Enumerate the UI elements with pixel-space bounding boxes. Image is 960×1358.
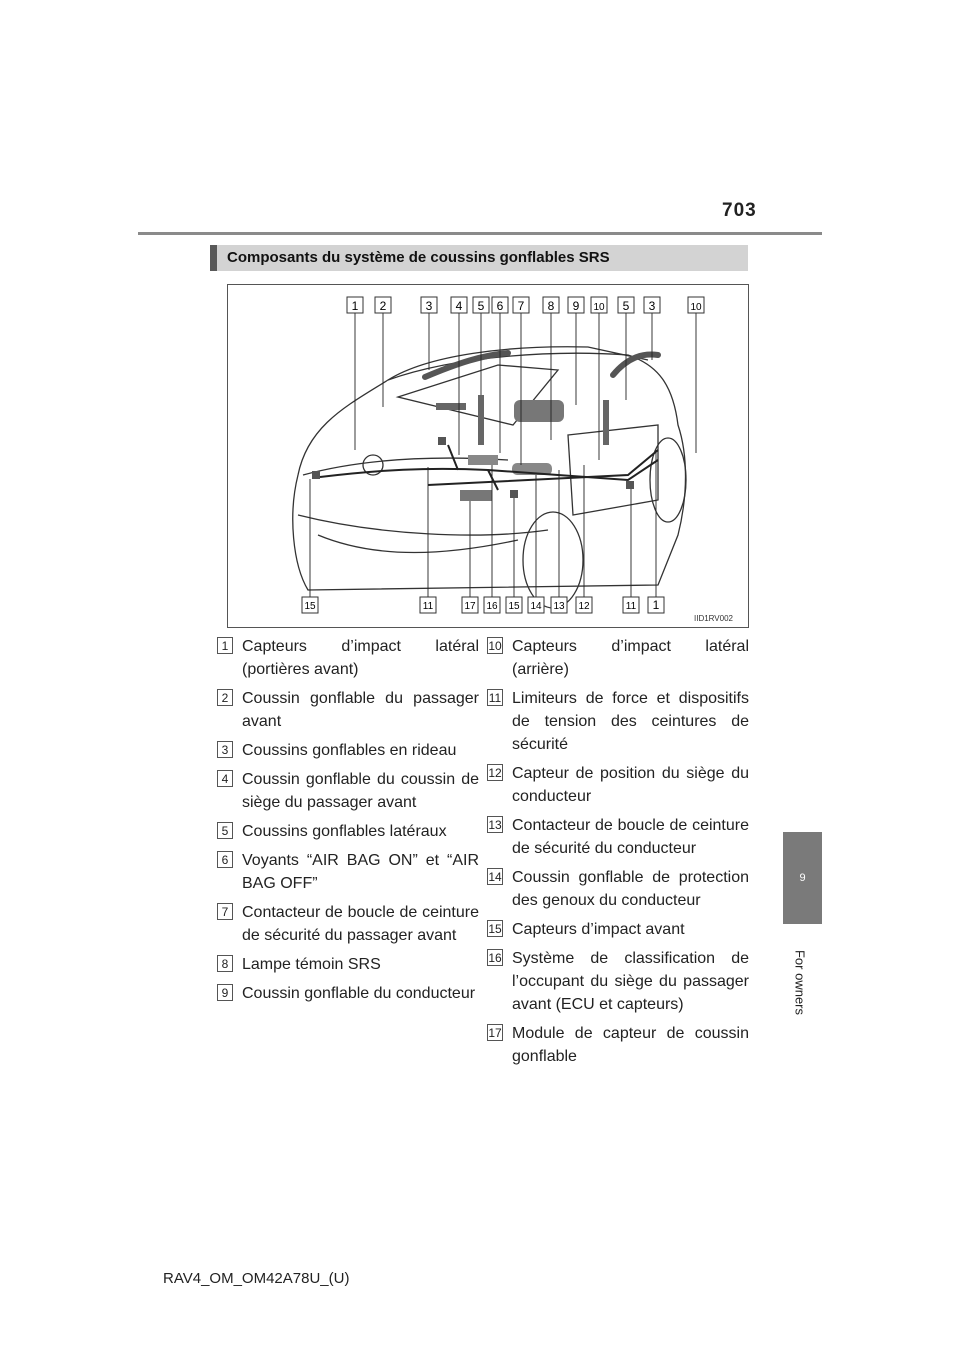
svg-text:15: 15 [508, 601, 520, 612]
svg-text:5: 5 [477, 299, 485, 313]
legend-item [487, 918, 749, 941]
legend-item [217, 849, 479, 895]
callout-top-7 [513, 297, 529, 313]
wiring-harness [320, 445, 658, 490]
airbag-components-figure [227, 284, 749, 628]
legend-item [487, 866, 749, 912]
svg-text:16: 16 [486, 601, 498, 612]
front-wheel [523, 512, 583, 608]
svg-text:9: 9 [572, 299, 580, 313]
callouts-top [347, 297, 704, 313]
callout-top-8 [543, 297, 559, 313]
svg-text:17: 17 [464, 601, 476, 612]
figure-code: IID1RV002 [694, 614, 733, 623]
svg-text:3: 3 [425, 299, 433, 313]
legend-text: Voyants “AIR BAG ON” et “AIR BAG OFF” [242, 852, 479, 892]
svg-text:8: 8 [547, 299, 555, 313]
svg-text:2: 2 [379, 299, 387, 313]
legend-number: 15 [488, 922, 502, 936]
legend-item [217, 820, 479, 843]
callout-top-5 [473, 297, 489, 313]
legend-item [217, 768, 479, 814]
legend-number: 7 [217, 903, 233, 920]
svg-text:11: 11 [422, 601, 434, 612]
footer-manual-code: RAV4_OM_OM42A78U_(U) [163, 1270, 350, 1287]
svg-text:6: 6 [496, 299, 504, 313]
callout-top-10 [591, 297, 607, 313]
callout-top-3 [421, 297, 437, 313]
legend-item [217, 687, 479, 733]
grille [318, 535, 518, 553]
section-title: Composants du système de coussins gonflables SRS [227, 249, 610, 266]
legend-text: Coussin gonflable de protection des genoux du conducteur [512, 869, 749, 909]
legend-text: Contacteur de boucle de ceinture de sécurité du passager avant [242, 904, 479, 944]
callout-bottom-11 [420, 597, 436, 613]
legend-text: Capteurs d’impact latéral (arrière) [512, 638, 749, 678]
legend-number: 4 [217, 770, 233, 787]
callout-top-9 [568, 297, 584, 313]
legend-item [487, 687, 749, 756]
svg-text:14: 14 [530, 601, 542, 612]
callout-bottom-14 [528, 597, 544, 613]
legend-text: Coussins gonflables latéraux [242, 823, 447, 840]
side-airbag-right [603, 400, 609, 445]
callout-bottom-15 [302, 597, 318, 613]
legend-number: 1 [217, 637, 233, 654]
occupant-sensor [468, 455, 498, 465]
svg-text:13: 13 [553, 601, 565, 612]
svg-text:10: 10 [690, 302, 702, 313]
chapter-number: 9 [799, 872, 806, 884]
callout-bottom-16 [484, 597, 500, 613]
svg-text:12: 12 [578, 601, 590, 612]
impact-sensor-front [312, 471, 320, 479]
driver-airbag [514, 400, 564, 422]
legend-number: 12 [488, 766, 502, 780]
svg-text:11: 11 [625, 601, 637, 612]
callout-top-6 [492, 297, 508, 313]
legend-item [487, 635, 749, 681]
callout-top-10b [688, 297, 704, 313]
legend-number: 6 [217, 851, 233, 868]
legend-text: Coussin gonflable du conducteur [242, 985, 476, 1002]
legend-text: Système de classification de l’occupant du siège du passager avant (ECU et capteurs) [512, 950, 749, 1013]
legend-number: 9 [217, 984, 233, 1001]
legend-item [487, 762, 749, 808]
callout-top-1 [347, 297, 363, 313]
legend-number: 2 [217, 689, 233, 706]
callout-leaders-top [355, 313, 696, 465]
passenger-airbag [436, 403, 466, 410]
bumper [298, 515, 548, 535]
callout-top-4 [451, 297, 467, 313]
legend-item [487, 814, 749, 860]
chapter-side-label [770, 935, 830, 1035]
curtain-airbag-front [425, 353, 508, 377]
impact-sensor-center [510, 490, 518, 498]
airbag-sensor-module [460, 490, 492, 501]
legend-number: 3 [217, 741, 233, 758]
legend-number: 16 [488, 951, 502, 965]
callout-bottom-11b [623, 597, 639, 613]
legend-text: Coussins gonflables en rideau [242, 742, 457, 759]
section-header [210, 245, 748, 271]
legend-left-column [217, 635, 479, 1011]
svg-text:7: 7 [517, 299, 525, 313]
vehicle-illustration [228, 285, 748, 627]
legend-text: Module de capteur de coussin gonflable [512, 1025, 749, 1065]
legend-text: Contacteur de boucle de ceinture de sécurité du conducteur [512, 817, 749, 857]
legend-number: 17 [488, 1026, 502, 1040]
legend-number: 11 [488, 691, 502, 705]
svg-text:5: 5 [622, 299, 630, 313]
legend-item [217, 635, 479, 681]
side-airbag-left [478, 395, 484, 445]
legend-item [487, 1022, 749, 1068]
callout-bottom-17 [462, 597, 478, 613]
callouts-bottom [302, 597, 664, 613]
svg-text:15: 15 [304, 601, 316, 612]
legend-text: Capteur de position du siège du conducteur [512, 765, 749, 805]
callout-bottom-15b [506, 597, 522, 613]
side-sensor-left [438, 437, 446, 445]
svg-text:10: 10 [593, 302, 605, 313]
callout-bottom-1 [648, 597, 664, 613]
rear-wheel [650, 438, 686, 522]
chapter-tab[interactable] [783, 832, 822, 924]
svg-text:4: 4 [455, 299, 463, 313]
legend-text: Limiteurs de force et dispositifs de tension des ceintures de sécurité [512, 690, 749, 753]
callout-top-3b [644, 297, 660, 313]
legend-number: 5 [217, 822, 233, 839]
legend-item [487, 947, 749, 1016]
callout-top-2 [375, 297, 391, 313]
legend-number: 13 [488, 818, 502, 832]
legend-item [217, 982, 479, 1005]
legend-text: Capteurs d’impact latéral (portières avant) [242, 638, 479, 678]
legend-number: 10 [488, 639, 502, 653]
legend-text: Coussin gonflable du coussin de siège du passager avant [242, 771, 479, 811]
svg-text:3: 3 [648, 299, 656, 313]
svg-text:1: 1 [351, 299, 359, 313]
legend-number: 8 [217, 955, 233, 972]
legend-text: Capteurs d’impact avant [512, 921, 685, 938]
legend-item [217, 953, 479, 976]
chapter-label: For owners [792, 949, 808, 1016]
legend-item [217, 739, 479, 762]
top-divider [138, 232, 822, 235]
legend-item [217, 901, 479, 947]
legend-right-column [487, 635, 749, 1074]
callout-bottom-13 [551, 597, 567, 613]
svg-text:1: 1 [652, 598, 660, 612]
legend-text: Coussin gonflable du passager avant [242, 690, 479, 730]
callout-top-5b [618, 297, 634, 313]
page-number: 703 [722, 200, 757, 221]
callout-bottom-12 [576, 597, 592, 613]
legend-text: Lampe témoin SRS [242, 956, 381, 973]
side-sensor-right [626, 481, 634, 489]
curtain-airbag-rear [613, 355, 658, 375]
legend-number: 14 [488, 870, 502, 884]
